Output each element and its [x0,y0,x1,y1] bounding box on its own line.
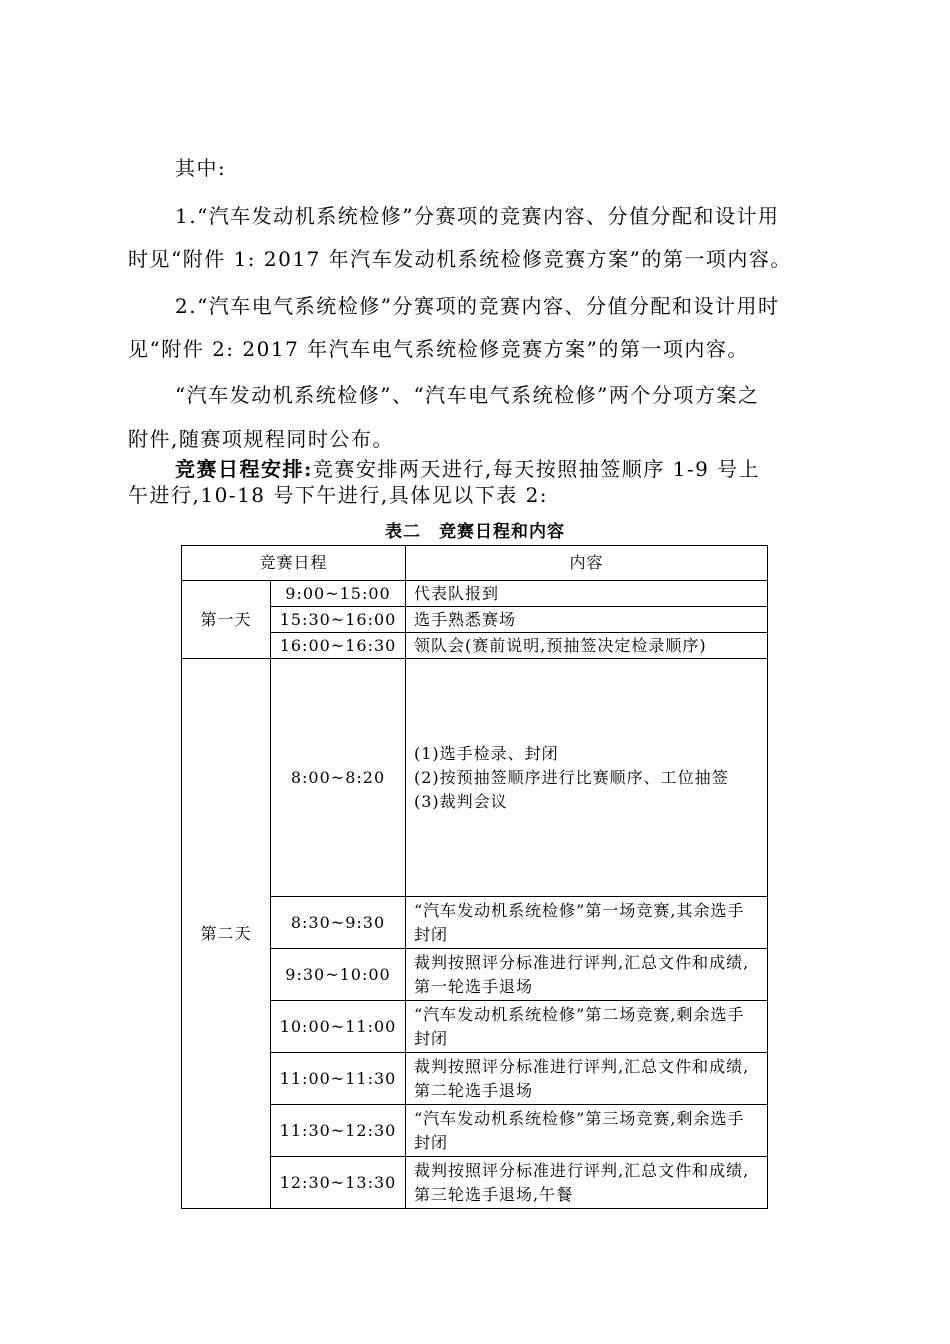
row-content: “汽车发动机系统检修”第三场竞赛,剩余选手封闭 [406,1105,768,1157]
schedule-heading: 竞赛日程安排: [175,457,313,481]
row-time: 8:00~8:20 [271,659,406,897]
schedule-table [181,545,768,1209]
para-1-line-1: 1.“汽车发动机系统检修”分赛项的竞赛内容、分值分配和设计用 [175,204,780,228]
para-4-line-1 [175,453,760,482]
row-content: 选手熟悉赛场 [406,607,768,633]
row-time: 10:00~11:00 [271,1001,406,1053]
row-content: “汽车发动机系统检修”第一场竞赛,其余选手封闭 [406,897,768,949]
row-content: “汽车发动机系统检修”第二场竞赛,剩余选手封闭 [406,1001,768,1053]
row-time: 9:00~15:00 [271,581,406,607]
schedule-intro-text: 竞赛安排两天进行,每天按照抽签顺序 1-9 号上 [312,457,761,481]
para-3-line-1: “汽车发动机系统检修”、“汽车电气系统检修”两个分项方案之 [175,383,760,407]
para-3-line-2: 附件,随赛项规程同时公布。 [128,427,394,451]
row-time: 12:30~13:30 [271,1157,406,1209]
header-content: 内容 [406,546,768,581]
table-row [182,581,768,607]
row-time: 15:30~16:00 [271,607,406,633]
day-1-label: 第一天 [182,581,271,659]
row-content: 领队会(赛前说明,预抽签决定检录顺序) [406,633,768,659]
table-caption: 表二 竞赛日程和内容 [385,522,565,542]
header-schedule: 竞赛日程 [182,546,406,581]
day-2-label: 第二天 [182,659,271,1209]
row-time: 11:00~11:30 [271,1053,406,1105]
content-line: (2)按预抽签顺序进行比赛顺序、工位抽签 [414,767,729,787]
para-2-line-1: 2.“汽车电气系统检修”分赛项的竞赛内容、分值分配和设计用时 [175,294,780,318]
row-time: 16:00~16:30 [271,633,406,659]
content-line: (3)裁判会议 [414,791,508,811]
row-content: 代表队报到 [406,581,768,607]
row-time: 11:30~12:30 [271,1105,406,1157]
row-content: 裁判按照评分标准进行评判,汇总文件和成绩,第三轮选手退场,午餐 [406,1157,768,1209]
row-content: 裁判按照评分标准进行评判,汇总文件和成绩,第一轮选手退场 [406,949,768,1001]
table-row [182,659,768,897]
row-content: 裁判按照评分标准进行评判,汇总文件和成绩,第二轮选手退场 [406,1053,768,1105]
para-1-line-2: 时见“附件 1: 2017 年汽车发动机系统检修竞赛方案”的第一项内容。 [128,247,792,271]
row-time: 8:30~9:30 [271,897,406,949]
table-header-row [182,546,768,581]
para-2-line-2: 见“附件 2: 2017 年汽车电气系统检修竞赛方案”的第一项内容。 [128,337,749,361]
para-intro: 其中: [175,156,227,180]
row-content [406,659,768,897]
content-line: (1)选手检录、封闭 [414,743,559,763]
row-time: 9:30~10:00 [271,949,406,1001]
para-4-line-2: 午进行,10-18 号下午进行,具体见以下表 2: [128,483,549,507]
